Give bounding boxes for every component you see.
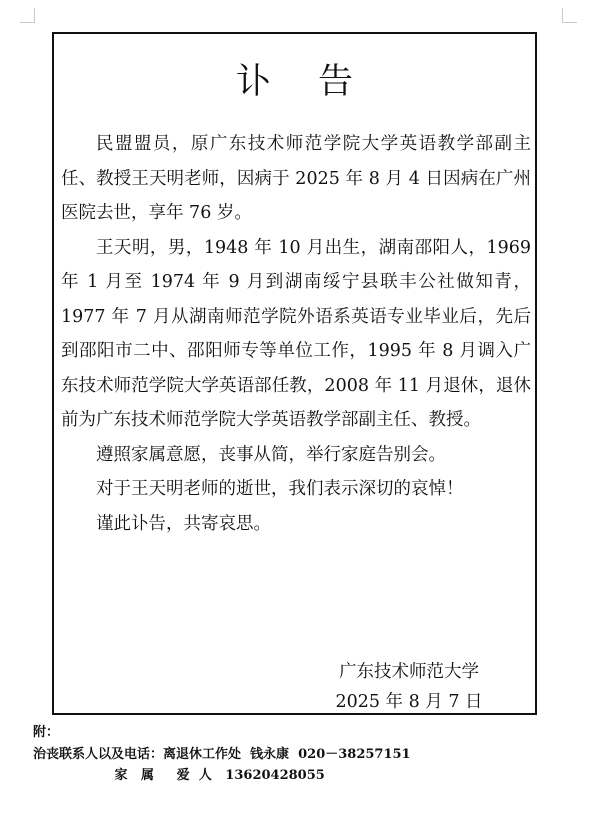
paragraph-closing: 谨此讣告，共寄哀思。	[96, 513, 271, 534]
crop-mark-top-left	[20, 8, 35, 23]
paragraph-funeral-arrangement: 遵照家属意愿，丧事从简，举行家庭告别会。	[96, 444, 446, 465]
signature-date: 2025 年 8 月 7 日	[335, 692, 483, 712]
paragraph-biography: 王天明，男，1948 年 10 月出生，湖南邵阳人，1969 年 1 月至 1974 年 9 月到湖南绥宁县联丰公社做知青，1977 年 7 月从湖南师范学院外语系英语专业毕业后，先后到邵阳市二中、邵阳师专等单位工作，1995 年 8 月调入广东技术师范学院大学英语部任教，2008 年 11 月退休，退休前为广东技术师范学院大学英语教学部副主任、教授。	[61, 237, 531, 430]
appendix-contact-line: 治丧联系人以及电话：离退休工作处 钱永康 020－38257151	[33, 747, 411, 762]
signature-organization: 广东技术师范大学	[339, 662, 479, 682]
paragraph-condolence: 对于王天明老师的逝世，我们表示深切的哀悼！	[96, 479, 464, 499]
page-title: 讣 告	[235, 62, 372, 102]
crop-mark-top-right	[562, 8, 577, 23]
appendix-family-line: 家 属 爱 人 13620428055	[33, 768, 325, 783]
obituary-body	[61, 127, 531, 541]
paragraph-announcement: 民盟盟员，原广东技术师范学院大学英语教学部副主任、教授王天明老师，因病于 2025 年 8 月 4 日因病在广州医院去世，享年 76 岁。	[61, 134, 531, 223]
obituary-frame	[52, 32, 537, 715]
appendix-label: 附：	[33, 725, 60, 740]
